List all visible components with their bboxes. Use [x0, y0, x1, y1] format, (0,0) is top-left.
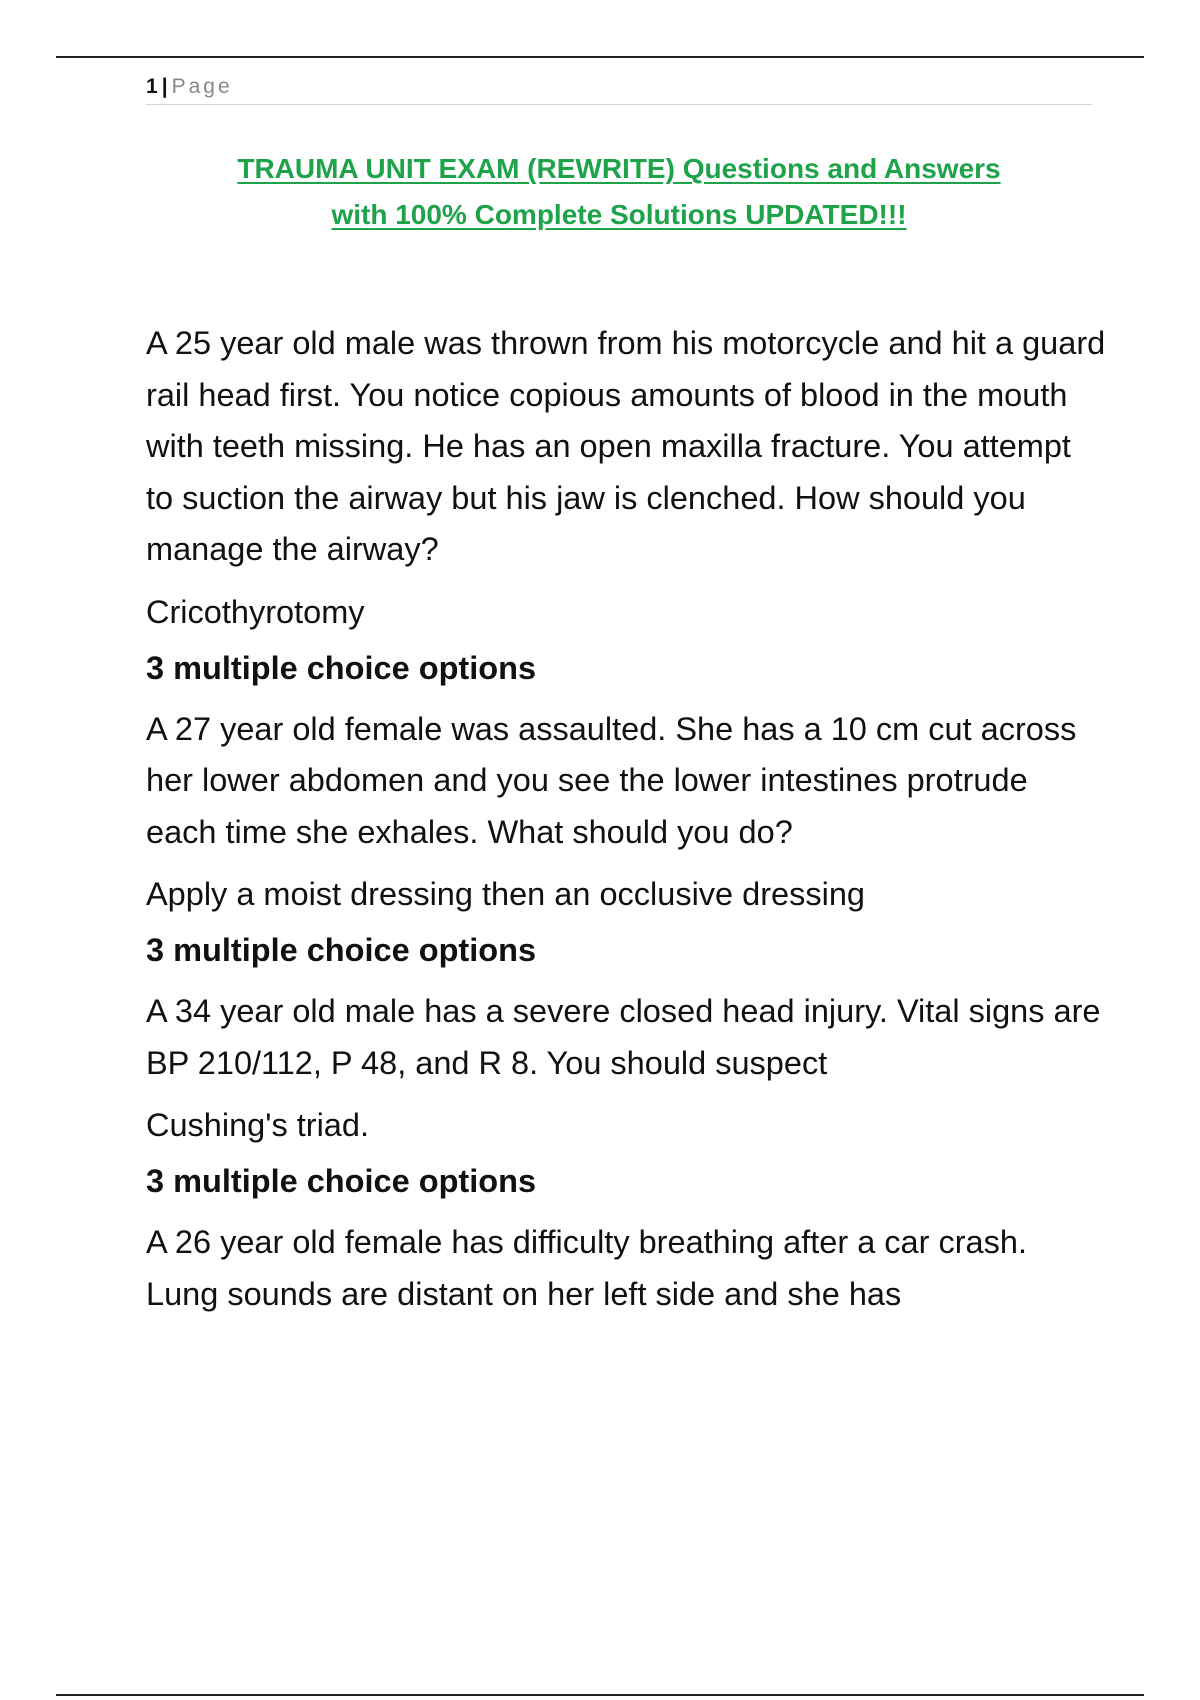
options-note-1: 3 multiple choice options: [146, 649, 537, 686]
answer-2: Apply a moist dressing then an occlusive dressing: [146, 876, 865, 912]
title-line-2: with 100% Complete Solutions UPDATED!!!: [331, 199, 907, 230]
answer-3: Cushing's triad.: [146, 1107, 369, 1143]
question-2: A 27 year old female was assaulted. She has a 10 cm cut across her lower abdomen and you see the lower intestines protrude each time she exhales. What should you do?: [146, 710, 1077, 850]
title-line-1: TRAUMA UNIT EXAM (REWRITE) Questions and Answers: [237, 153, 1001, 184]
page-label: Page: [171, 75, 233, 98]
answer-1: Cricothyrotomy: [146, 593, 365, 630]
bottom-rule: [56, 1694, 1144, 1696]
page-number: 1: [146, 75, 158, 98]
document-title: [146, 146, 1092, 238]
top-rule: [56, 56, 1144, 58]
question-3: A 34 year old male has a severe closed head injury. Vital signs are BP 210/112, P 48, and R 8. You should suspect: [146, 993, 1101, 1081]
options-note-3: 3 multiple choice options: [146, 1163, 537, 1199]
page-header: [146, 74, 1092, 105]
question-1: A 25 year old male was thrown from his motorcycle and hit a guard rail head first. You notice copious amounts of blood in the mouth with teeth missing. He has an open maxilla fracture. You attempt to suction the airway but his jaw is clenched. How should you manage the airway?: [146, 325, 1106, 567]
document-body: [146, 318, 1106, 1336]
question-4: A 26 year old female has difficulty breathing after a car crash. Lung sounds are distant on her left side and she has: [146, 1224, 1027, 1312]
page-separator: |: [161, 75, 168, 98]
options-note-2: 3 multiple choice options: [146, 932, 537, 968]
